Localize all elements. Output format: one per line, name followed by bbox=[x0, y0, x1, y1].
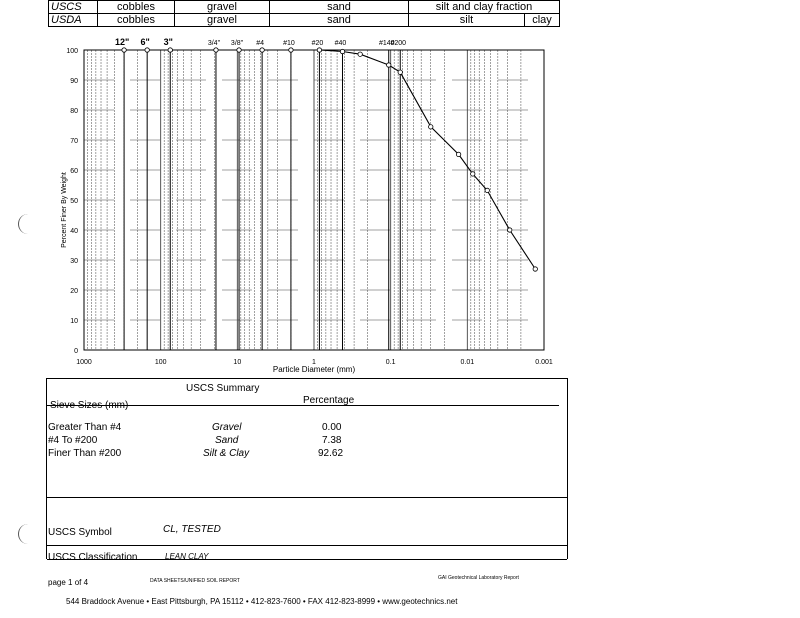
data-point bbox=[471, 172, 475, 176]
y-tick-label: 90 bbox=[70, 78, 78, 85]
usda-cobbles-cell: cobbles bbox=[98, 14, 175, 27]
data-point bbox=[533, 267, 537, 271]
sieve-sizes-header: Sieve Sizes (mm) bbox=[50, 400, 129, 411]
data-point bbox=[145, 48, 149, 52]
usda-silt-cell: silt bbox=[409, 14, 525, 27]
uscs-classification-label: USCS Classification bbox=[48, 552, 138, 563]
sieve-label: #200 bbox=[390, 40, 407, 47]
y-tick-label: 20 bbox=[70, 288, 78, 295]
row-range: #4 To #200 bbox=[48, 435, 98, 446]
percentage-header: Percentage bbox=[303, 395, 355, 406]
usda-gravel-cell: gravel bbox=[175, 14, 270, 27]
x-tick-label: 100 bbox=[154, 359, 167, 366]
x-axis-label: Particle Diameter (mm) bbox=[272, 365, 356, 374]
summary-title: USCS Summary bbox=[186, 383, 260, 394]
scale-name-usda: USDA bbox=[49, 14, 98, 27]
data-point bbox=[340, 49, 344, 53]
sieve-label: #10 bbox=[283, 40, 295, 47]
y-tick-label: 0 bbox=[74, 348, 78, 355]
y-tick-label: 40 bbox=[70, 228, 78, 235]
data-point bbox=[289, 48, 293, 52]
data-point bbox=[260, 48, 264, 52]
y-tick-label: 30 bbox=[70, 258, 78, 265]
sieve-label: #20 bbox=[311, 40, 324, 47]
page-number: page 1 of 4 bbox=[48, 578, 89, 587]
sieve-label: 12" bbox=[114, 37, 130, 47]
x-tick-label: 10 bbox=[233, 359, 242, 366]
data-point bbox=[122, 48, 126, 52]
footer-note-right: GAI Geotechnical Laboratory Report bbox=[438, 575, 519, 581]
scan-mark bbox=[18, 214, 31, 234]
sieve-label: 3" bbox=[163, 37, 173, 47]
data-point bbox=[387, 63, 391, 67]
data-point bbox=[317, 48, 321, 52]
data-point bbox=[485, 188, 489, 192]
y-tick-label: 50 bbox=[70, 198, 78, 205]
divider bbox=[47, 497, 567, 498]
data-point bbox=[237, 48, 241, 52]
y-tick-label: 70 bbox=[70, 138, 78, 145]
series-layer bbox=[122, 48, 538, 271]
data-point bbox=[398, 70, 402, 74]
uscs-symbol-label: USCS Symbol bbox=[48, 527, 112, 538]
row-percent: 7.38 bbox=[322, 435, 342, 446]
y-tick-label: 60 bbox=[70, 168, 78, 175]
sieve-label: 3/4" bbox=[207, 40, 221, 47]
y-tick-label: 10 bbox=[70, 318, 78, 325]
row-range: Greater Than #4 bbox=[48, 422, 122, 433]
usda-sand-cell: sand bbox=[270, 14, 409, 27]
uscs-silt-clay-cell: silt and clay fraction bbox=[409, 1, 560, 14]
usda-clay-cell: clay bbox=[525, 14, 560, 27]
gradation-curve bbox=[124, 50, 535, 269]
row-range: Finer Than #200 bbox=[48, 448, 122, 459]
uscs-symbol-value: CL, TESTED bbox=[163, 524, 221, 535]
y-tick-labels bbox=[66, 48, 78, 355]
row-percent: 92.62 bbox=[318, 448, 344, 459]
data-point bbox=[429, 125, 433, 129]
uscs-cobbles-cell: cobbles bbox=[98, 1, 175, 14]
y-tick-label: 100 bbox=[66, 48, 78, 55]
x-tick-label: 0.001 bbox=[535, 359, 553, 366]
row-material: Sand bbox=[215, 435, 239, 446]
sieve-label: 3/8" bbox=[230, 40, 244, 47]
divider bbox=[47, 545, 567, 546]
scale-name-uscs: USCS bbox=[49, 1, 98, 14]
uscs-gravel-cell: gravel bbox=[175, 1, 270, 14]
footer-address: 544 Braddock Avenue • East Pittsburgh, PA 15112 • 412-823-7600 • FAX 412-823-8999 • www.geotechnics.net bbox=[66, 597, 458, 606]
row-material: Gravel bbox=[212, 422, 242, 433]
x-tick-label: 1000 bbox=[76, 359, 92, 366]
footer-note-left: DATA SHEETS/UNIFIED SOIL REPORT bbox=[150, 578, 240, 584]
y-axis-label: Percent Finer By Weight bbox=[61, 172, 68, 248]
uscs-sand-cell: sand bbox=[270, 1, 409, 14]
x-tick-label: 0.1 bbox=[385, 359, 396, 366]
y-tick-label: 80 bbox=[70, 108, 78, 115]
data-point bbox=[168, 48, 172, 52]
sieve-label: #4 bbox=[256, 40, 265, 47]
data-point bbox=[214, 48, 218, 52]
data-point bbox=[456, 152, 460, 156]
row-material: Silt & Clay bbox=[203, 448, 250, 459]
row-percent: 0.00 bbox=[322, 422, 342, 433]
data-point bbox=[508, 228, 512, 232]
sieve-label: #40 bbox=[334, 40, 347, 47]
chart-grid bbox=[84, 50, 544, 350]
sieve-label: #140 bbox=[378, 40, 395, 47]
sieve-label: 6" bbox=[140, 37, 150, 47]
scan-mark bbox=[18, 524, 31, 544]
uscs-classification-value: LEAN CLAY bbox=[165, 552, 209, 561]
data-point bbox=[358, 52, 362, 56]
x-tick-label: 0.01 bbox=[460, 359, 475, 366]
x-tick-label: 1 bbox=[312, 359, 316, 366]
